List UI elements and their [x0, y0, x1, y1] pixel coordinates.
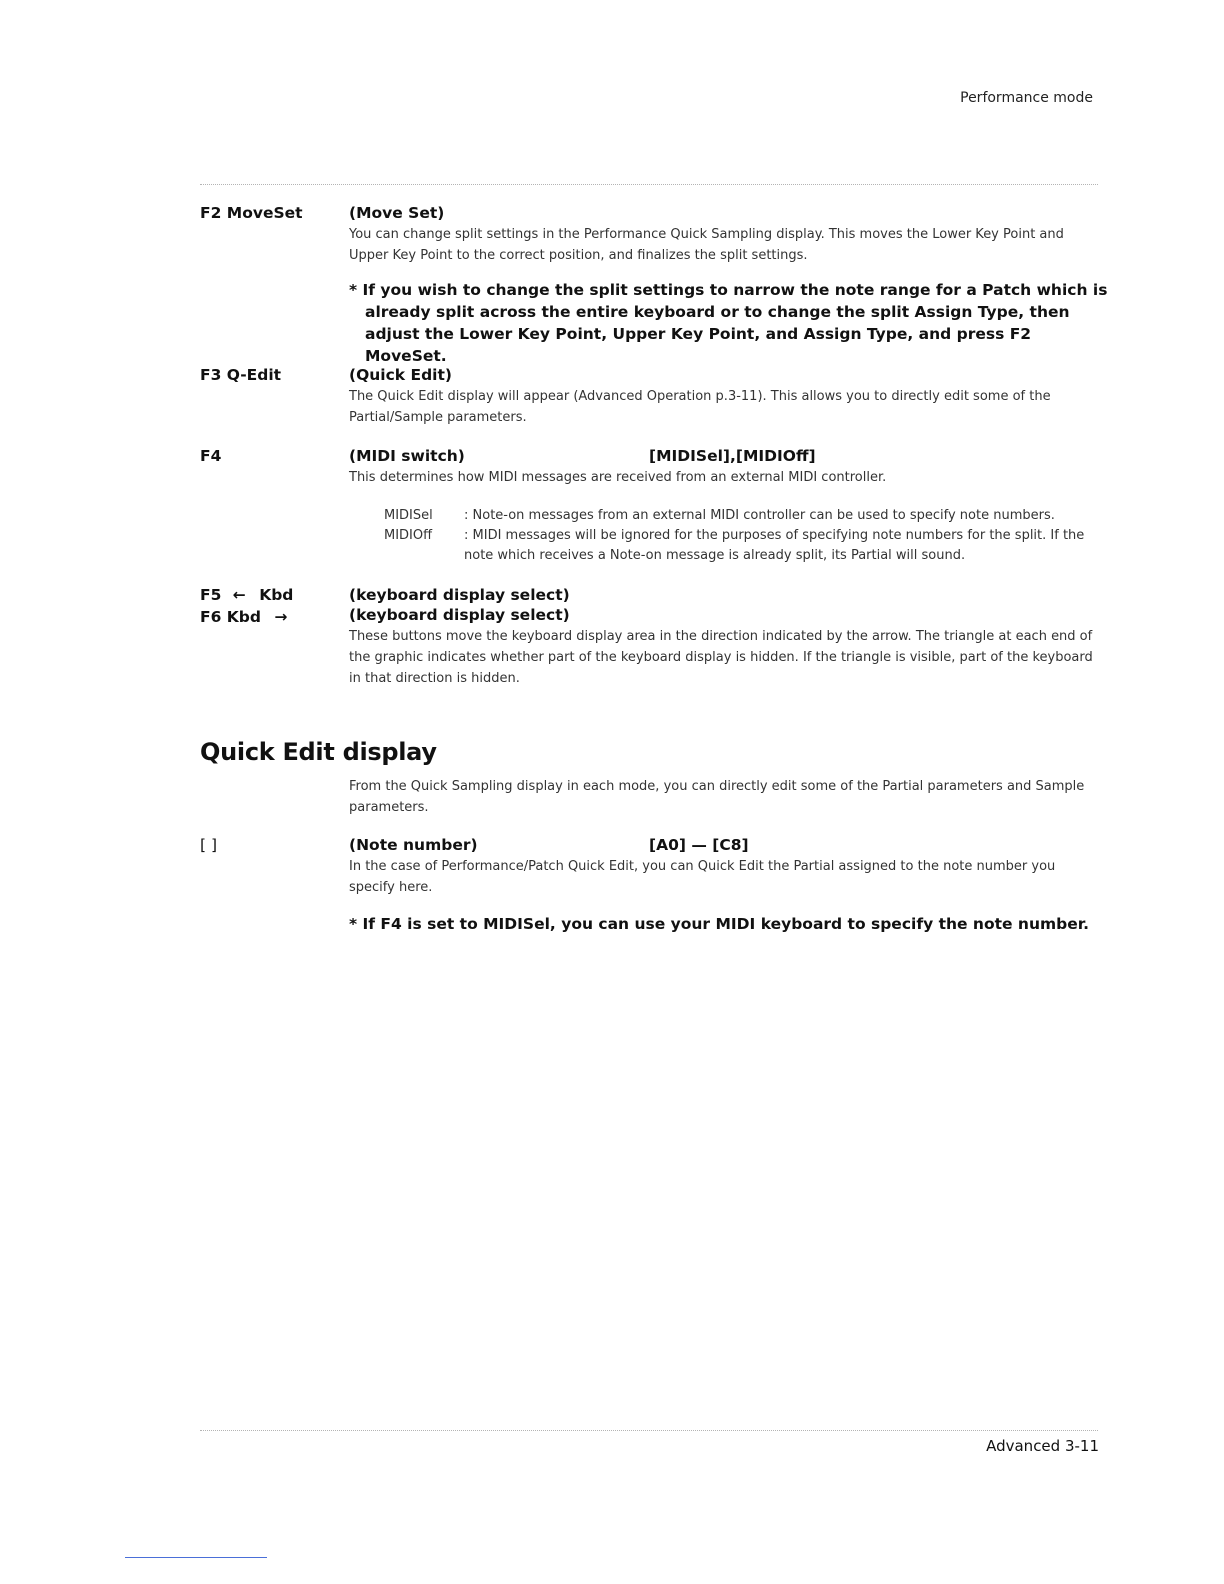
- f3-body: The Quick Edit display will appear (Advanced Operation p.3-11). This allows you to directly edit some of the Partial/Sample parameters.: [349, 389, 1051, 425]
- f6-title: (keyboard display select): [349, 606, 570, 624]
- f3-title: (Quick Edit): [349, 366, 452, 384]
- f2-description: [349, 204, 1095, 266]
- option-description: : MIDI messages will be ignored for the purposes of specifying note numbers for the split. If the note which receives a Note-on message is already split, its Partial will sound.: [464, 528, 1085, 563]
- list-item: [384, 526, 1096, 566]
- intro-text: From the Quick Sampling display in each mode, you can directly edit some of the Partial parameters and Sample parameters.: [349, 779, 1085, 815]
- option-description: : Note-on messages from an external MIDI controller can be used to specify note numbers.: [464, 508, 1055, 523]
- note-number-bracket: [ ]: [200, 836, 218, 854]
- page-edge-line: [125, 1557, 267, 1558]
- f4-key-label: F4: [200, 447, 222, 465]
- f4-description: [349, 447, 1095, 488]
- f5-key-label: [200, 586, 293, 604]
- f3-description: [349, 366, 1095, 428]
- note-number-range: [A0] — [C8]: [649, 836, 749, 854]
- f6-body: These buttons move the keyboard display area in the direction indicated by the arrow. The triangle at each end of the graphic indicates whether part of the keyboard display is hidden. If the triangle is visible, part of the keyboard in that direction is hidden.: [349, 629, 1093, 686]
- note-number-title: (Note number): [349, 836, 478, 854]
- f3-key-label: F3 Q-Edit: [200, 366, 282, 384]
- f5-title: (keyboard display select): [349, 586, 570, 604]
- f4-options-list: [384, 506, 1096, 566]
- f2-title: (Move Set): [349, 204, 445, 222]
- f2-key-label: F2 MoveSet: [200, 204, 303, 222]
- option-name: MIDIOff: [384, 528, 433, 543]
- section-heading: Quick Edit display: [200, 738, 437, 766]
- f6-key: F6 Kbd: [200, 608, 261, 626]
- note-number-description: [349, 836, 1095, 898]
- f5-key: F5: [200, 586, 222, 604]
- left-arrow-icon: ←: [232, 586, 246, 604]
- top-divider: [200, 184, 1098, 185]
- note-number-note: * If F4 is set to MIDISel, you can use your MIDI keyboard to specify the note number.: [349, 915, 1090, 933]
- quick-edit-intro: [349, 774, 1095, 818]
- page-number: Advanced 3-11: [986, 1437, 1099, 1455]
- f4-body: This determines how MIDI messages are received from an external MIDI controller.: [349, 470, 887, 485]
- running-header: Performance mode: [960, 90, 1093, 106]
- list-item: [384, 506, 1096, 526]
- f5-kbd: Kbd: [259, 586, 294, 604]
- f2-body: You can change split settings in the Performance Quick Sampling display. This moves the Lower Key Point and Upper Key Point to the correct position, and finalizes the split settings.: [349, 227, 1064, 263]
- f2-note: * If you wish to change the split settings to narrow the note range for a Patch which is already split across the entire keyboard or to change the split Assign Type, then adjust the Lower Key Point, Upper Key Point, and Assign Type, and press F2 MoveSet.: [349, 281, 1108, 365]
- option-name: MIDISel: [384, 508, 433, 523]
- f4-title: (MIDI switch): [349, 447, 465, 465]
- f4-range: [MIDISel],[MIDIOff]: [649, 447, 816, 465]
- bottom-divider: [200, 1430, 1098, 1431]
- f5-f6-description: [349, 586, 1095, 689]
- f6-key-label: [200, 608, 287, 626]
- right-arrow-icon: →: [274, 608, 288, 626]
- note-number-body: In the case of Performance/Patch Quick Edit, you can Quick Edit the Partial assigned to the note number you specify here.: [349, 859, 1056, 895]
